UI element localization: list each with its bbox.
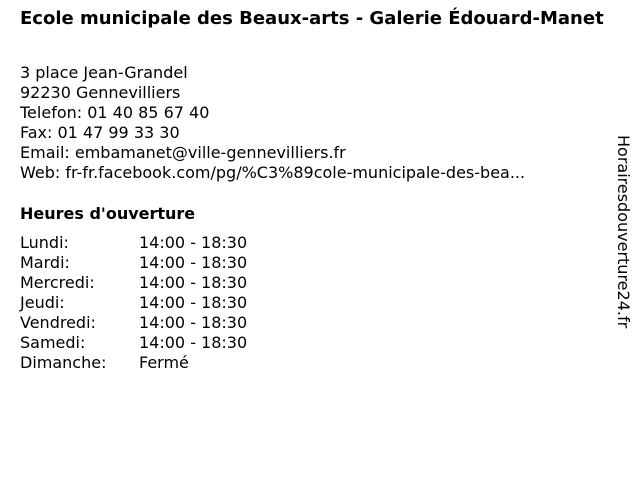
hours-row-wednesday bbox=[20, 273, 247, 293]
opening-hours-heading: Heures d'ouverture bbox=[20, 204, 196, 223]
day-label: Mardi: bbox=[20, 253, 70, 272]
hours-value: 14:00 - 18:30 bbox=[139, 273, 248, 292]
hours-value: Fermé bbox=[139, 353, 189, 372]
day-label: Lundi: bbox=[20, 233, 69, 252]
address-street: 3 place Jean-Grandel bbox=[20, 63, 188, 82]
day-label: Mercredi: bbox=[20, 273, 95, 292]
hours-value: 14:00 - 18:30 bbox=[139, 293, 248, 312]
opening-hours-table bbox=[20, 233, 247, 373]
day-label: Vendredi: bbox=[20, 313, 96, 332]
email-address: Email: embamanet@ville-gennevilliers.fr bbox=[20, 143, 346, 162]
hours-row-monday bbox=[20, 233, 247, 253]
hours-row-tuesday bbox=[20, 253, 247, 273]
hours-row-friday bbox=[20, 313, 247, 333]
hours-value: 14:00 - 18:30 bbox=[139, 313, 248, 332]
brand-label: Horairesdouverture24.fr bbox=[614, 135, 633, 329]
contact-details bbox=[20, 63, 600, 183]
phone-number: Telefon: 01 40 85 67 40 bbox=[20, 103, 210, 122]
hours-value: 14:00 - 18:30 bbox=[139, 233, 248, 252]
hours-value: 14:00 - 18:30 bbox=[139, 253, 248, 272]
day-label: Dimanche: bbox=[20, 353, 107, 372]
hours-value: 14:00 - 18:30 bbox=[139, 333, 248, 352]
place-title: Ecole municipale des Beaux-arts - Galerie Édouard-Manet bbox=[20, 8, 604, 29]
hours-row-thursday bbox=[20, 293, 247, 313]
fax-number: Fax: 01 47 99 33 30 bbox=[20, 123, 180, 142]
day-label: Jeudi: bbox=[20, 293, 65, 312]
hours-row-sunday bbox=[20, 353, 247, 373]
day-label: Samedi: bbox=[20, 333, 86, 352]
hours-row-saturday bbox=[20, 333, 247, 353]
address-city: 92230 Gennevilliers bbox=[20, 83, 181, 102]
website-url: Web: fr-fr.facebook.com/pg/%C3%89cole-municipale-des-bea... bbox=[20, 163, 526, 182]
